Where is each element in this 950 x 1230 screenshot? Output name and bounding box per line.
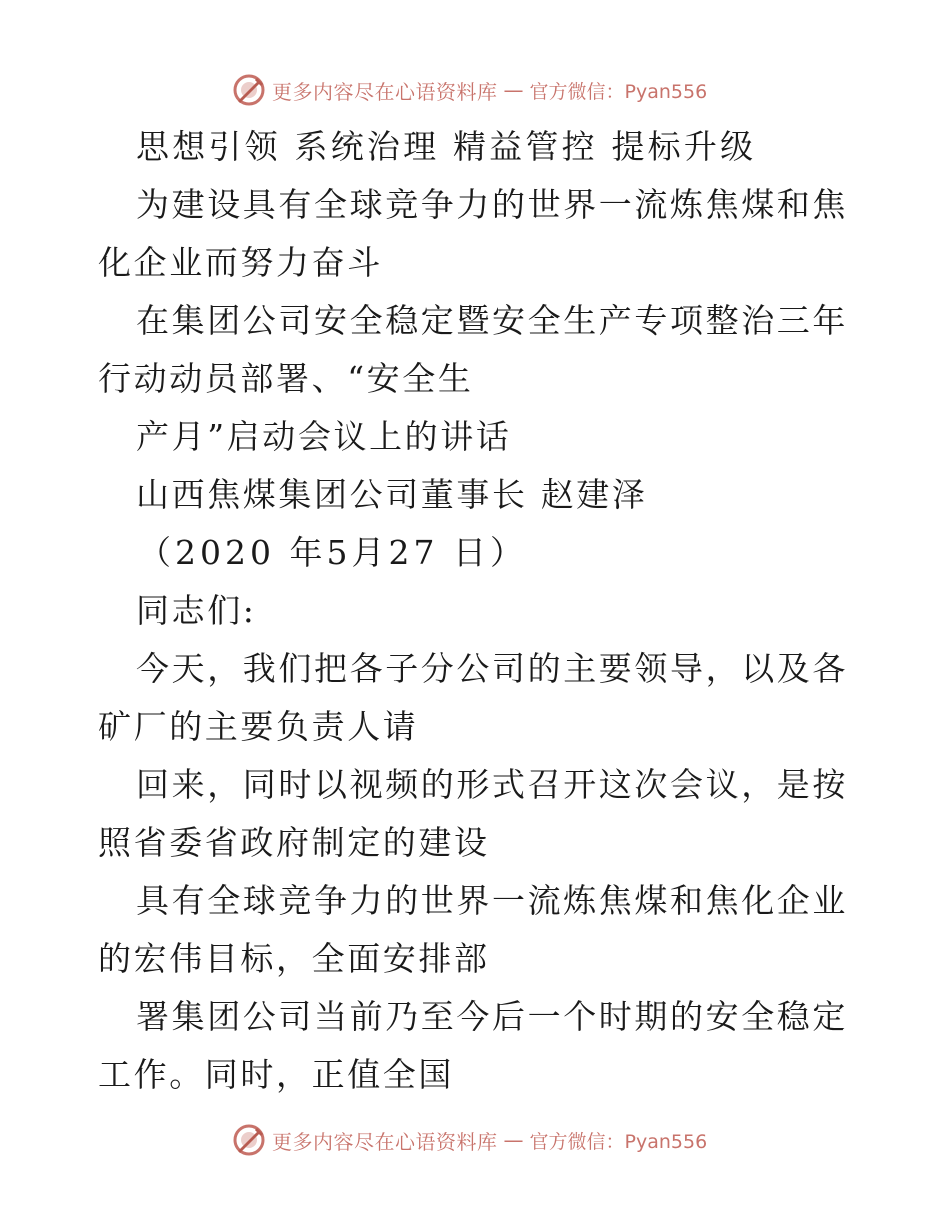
document-body — [98, 118, 858, 1104]
occasion-line-1: 在集团公司安全稳定暨安全生产专项整治三年行动动员部署、“安全生 — [98, 301, 848, 398]
occasion-line-2: 产月”启动会议上的讲话 — [136, 417, 512, 456]
watermark-text: 更多内容尽在心语资料库 — [272, 79, 498, 104]
watermark-dash: — — [503, 78, 524, 102]
speaker-line: 山西焦煤集团公司董事长 赵建泽 — [136, 475, 648, 514]
watermark-contact: 官方微信：Pyan556 — [529, 1130, 708, 1153]
watermark-text: 更多内容尽在心语资料库 — [272, 1129, 498, 1154]
header-watermark — [232, 72, 707, 108]
speech-date: （2020 年5月27 日） — [138, 533, 527, 572]
salutation: 同志们: — [136, 591, 257, 630]
subhead: 为建设具有全球竞争力的世界一流炼焦煤和焦化企业而努力奋斗 — [98, 185, 848, 282]
watermark-dash: — — [503, 1128, 524, 1152]
body-paragraph: 回来，同时以视频的形式召开这次会议，是按照省委省政府制定的建设 — [98, 765, 848, 862]
body-paragraph: 署集团公司当前乃至今后一个时期的安全稳定工作。同时，正值全国 — [98, 997, 848, 1094]
watermark-contact: 官方微信：Pyan556 — [529, 80, 708, 103]
body-paragraph: 具有全球竞争力的世界一流炼焦煤和焦化企业的宏伟目标，全面安排部 — [98, 881, 848, 978]
footer-watermark — [232, 1122, 707, 1158]
headline: 思想引领 系统治理 精益管控 提标升级 — [136, 127, 757, 166]
pen-logo-icon — [232, 1123, 266, 1157]
pen-logo-icon — [232, 73, 266, 107]
body-paragraph: 今天，我们把各子分公司的主要领导，以及各矿厂的主要负责人请 — [98, 649, 848, 746]
